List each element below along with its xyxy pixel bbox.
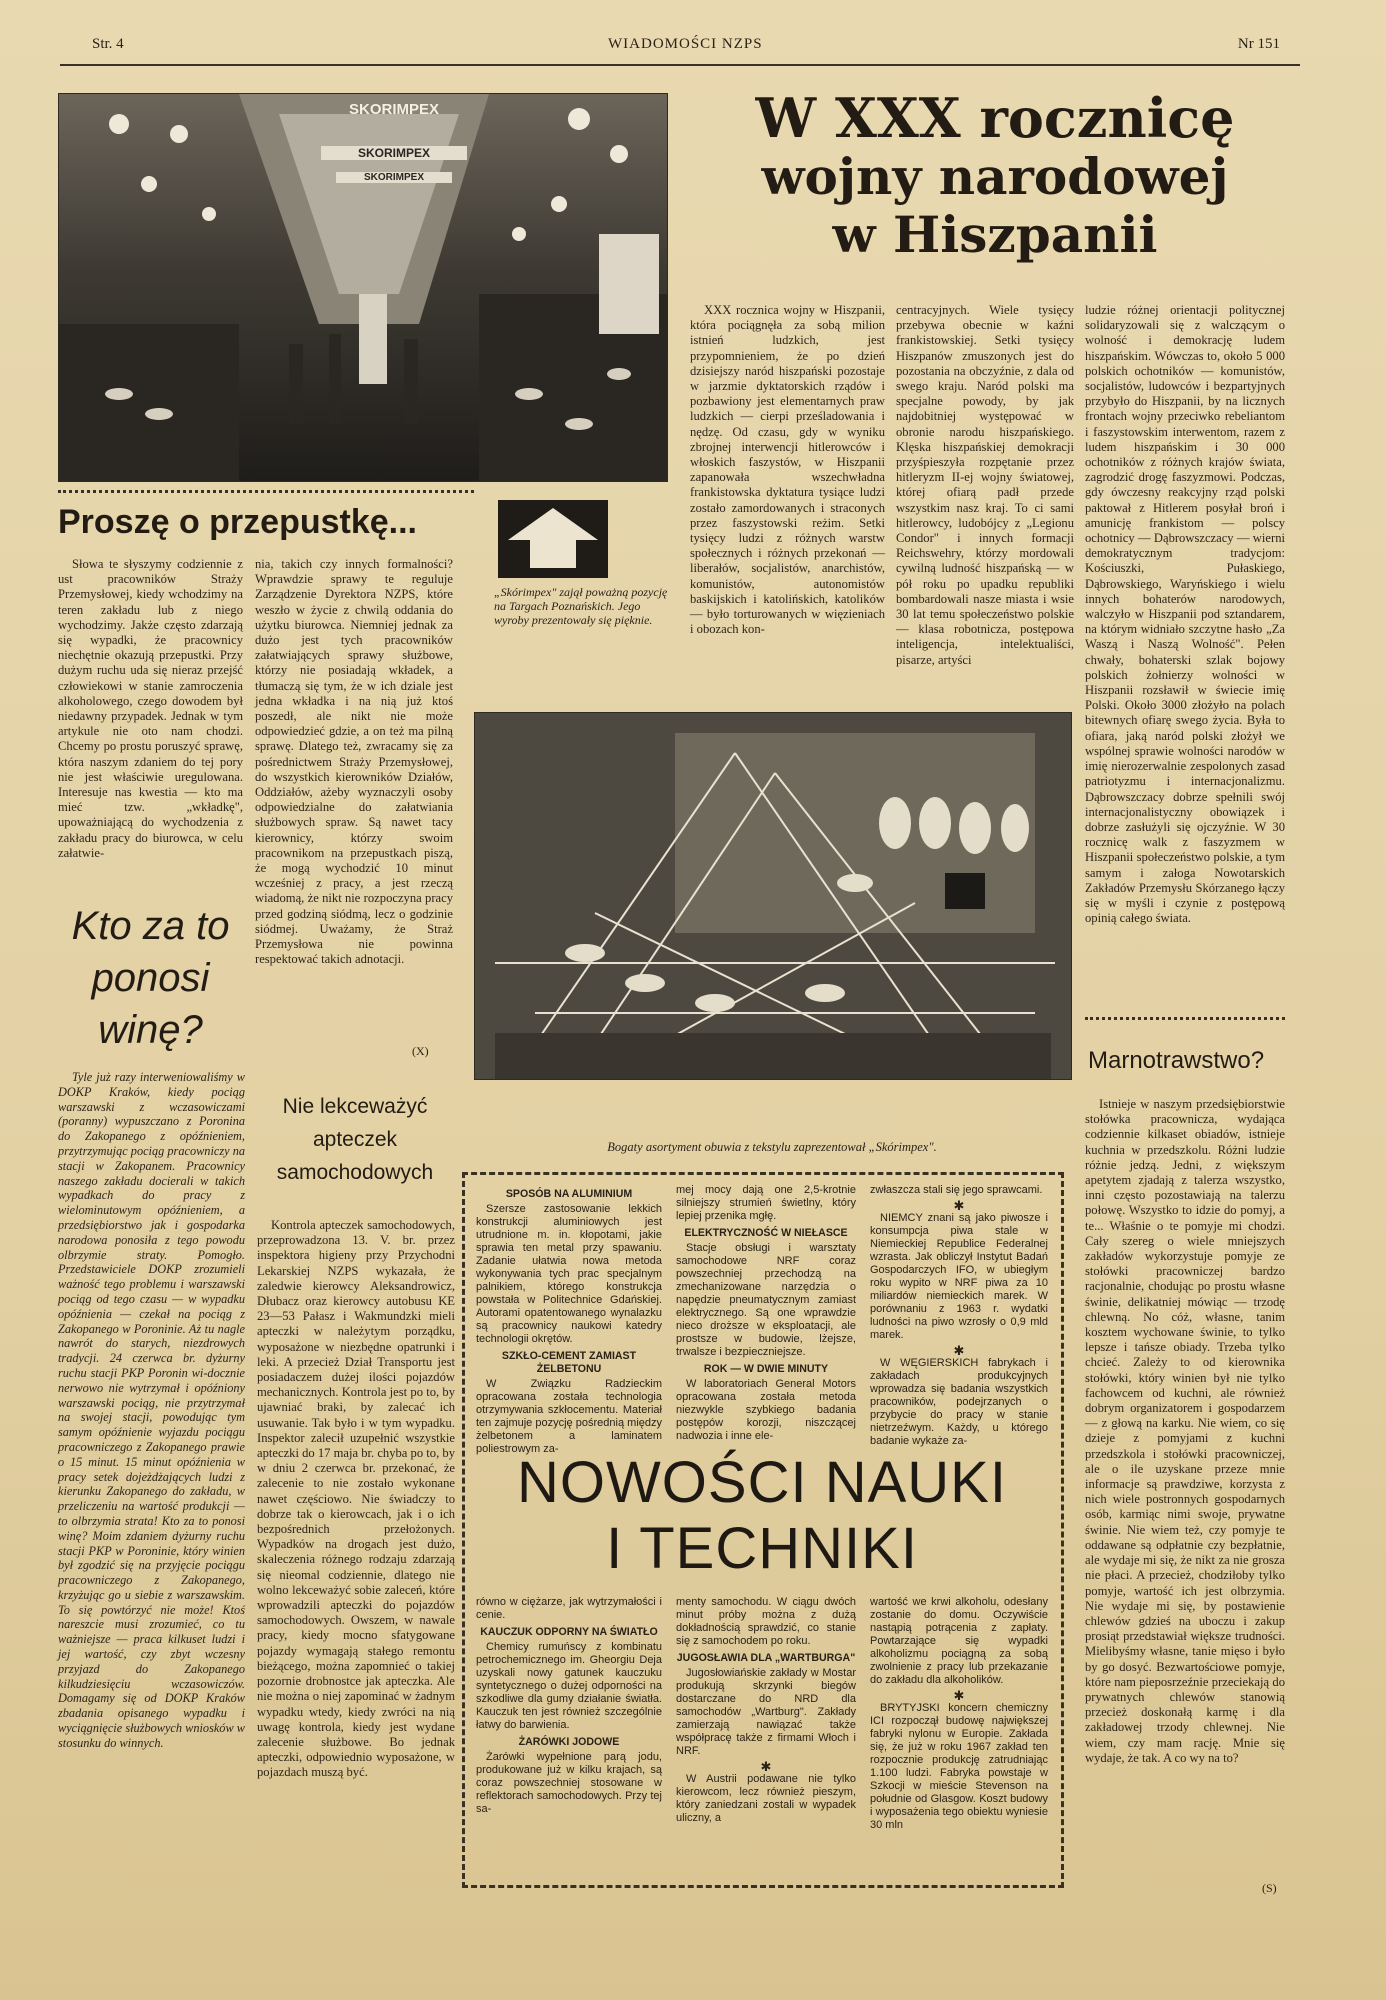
kto-title-line-1: Kto za to: [71, 904, 230, 948]
apteczek-body: [257, 1218, 455, 1875]
przepustka-text-2: nia, takich czy innych formalności? Wprawdzie sprawy te reguluje Zarządzenie Dyrektora NZPS, które weszło w życie z chwilą oddania do użytku biurowca. Niemniej jednak za dużo jest tych pracowników załatwiających sprawy służbowe, którzy nie posiadają wkładek, a tłumaczą się tym, że w ich dziale jest jedna wkładka i na nią już ktoś poszedł, ale nikt nie może odpowiedzieć gdzie, a on też ma pilną sprawę. Dlatego też, zwracamy się za pośrednictwem Straży Przemysłowej, do wszystkich kierowników Działów, Oddziałów, ażeby wyznaczyli osoby odpowiedzialne do załatwiania służbowych spraw. Są nawet tacy kierownicy, którzy swoim pracownikom na przepustkach piszą, że mogą wychodzić 10 minut wcześniej z pracy, a jest rzeczą wiadomą, że nikt nie rozpoczyna pracy przed godziną siódmą, lecz o godzinie siódmej. Uważamy, że Straż Przemysłowa nie powinna respektować takich adnotacji.: [255, 557, 453, 967]
kto-body: [58, 1070, 245, 1870]
marnotrawstwo-title: Marnotrawstwo?: [1088, 1047, 1265, 1074]
nowosci-heading: ŻARÓWKI JODOWE: [518, 1736, 620, 1748]
separator-star: ✱: [953, 1343, 965, 1358]
nowosci-item: W WĘGIERSKICH fabrykach i zakładach produkcyjnych wprowadza się badania wszystkich pracowników, podejrzanych o przybycie do pracy w stanie nietrzeźwym. Każdy, u którego badanie wykaże za-: [870, 1357, 1048, 1447]
arrow-caption: „Skórimpex" zajął poważną pozycję na Targach Poznańskich. Jego wyroby prezentowały się pięknie.: [494, 585, 668, 627]
nowosci-title: [476, 1450, 1048, 1582]
nowosci-heading: ROK — W DWIE MINUTY: [703, 1363, 829, 1375]
nowosci-top-col-1: [476, 1184, 662, 1455]
apteczek-title-line-1: Nie lekceważyć: [282, 1095, 428, 1118]
paper-name: WIADOMOŚCI NZPS: [608, 36, 763, 52]
nowosci-bottom-col-2: [676, 1596, 856, 1874]
sign-1: SKORIMPEX: [348, 101, 439, 118]
hiszpania-title-line-3: w Hiszpanii: [832, 205, 1158, 264]
marnotrawstwo-text: Istnieje w naszym przedsiębiorstwie stołówka pracownicza, wydająca codziennie kilkaset obiadów, istnieje kuchnia w przedszkolu. Różni ludzie różnie jedzą. Jedni, z większym apetytem zjadają z talerza wszystko, inni często pozostawiają na talerzu połowę. Wszystko to idzie do pomyj, a te... Właśnie o te pomyje mi chodzi. Cały szereg o wiele mniejszych zakładów wykorzystuje pomyje ze stołówki pracowniczej bardzo racjonalnie, chodując po prostu własne świnie, delikatniej mówiąc — trzodę chlewną. No cóż, własne, tanim kosztem wychowane świnie, to tylko lepsze i tańsze obiady. Trzeba tylko chcieć. Zależy to od kierownika stołówki, który winien był nie tylko fachowcem od kuchni, ale również dobrym organizatorem i gospodarzem — z głową na karku. Nie wiem, co się dzieje z pomyjami z kuchni przedszkola i stołówki pracowniczej, ale o ile uzyskane przeze mnie informacje są prawdziwe, korzysta z nich wiele postronnych gospodarnych osób, karmiąc nimi swoje, prywatne świnie. Nie wiem też, czy pomyje te oddawane są odpłatnie czy bezpłatnie, ale wydaje mi się, że nikt za nie grosza nie płaci. A przecież, chodziłoby tylko pomyje, wartość ich jest olbrzymia. Nie wydaje mi się, by postawienie chlewów gdzieś na uboczu i zakup prosiąt przedstawiał większe trudności. Mielibyśmy własne, tanie mięso i było by go dosyć. Bezwartościowe pomyje, które nam pieposrzeźnie przeciekają do prywatnych chlewów stanowią przecież doskonałą karmę i dla zakładowej trzody chlewnej. Nie wiem, czy mam rację. Mnie się wydaje, że tak. A co wy na to?: [1085, 1097, 1285, 1765]
nowosci-item: NIEMCY znani są jako piwosze i konsumpcja piwa stale w Niemieckiej Republice Federalnej wzrasta. Jak obliczył Instytut Badań Gospodarczych IFO, w ubiegłym roku wypito w NRF piwa za 10 miliardów niemieckich marek. W porównaniu z 1963 r. wydatki ludności na piwo wzrosły o 0,9 mld marek.: [870, 1212, 1048, 1341]
sign-3: SKORIMPEX: [336, 172, 452, 183]
hiszpania-col-3: [1085, 303, 1285, 1008]
nowosci-item: menty samochodu. W ciągu dwóch minut próby można z dużą dokładnością sprawdzić, co stanie się z samochodem po roku.: [676, 1596, 856, 1647]
arrow-graphic: [498, 500, 608, 578]
separator-star: ✱: [760, 1759, 772, 1774]
apteczek-title: [255, 1090, 455, 1189]
arrow-spacer: [618, 495, 668, 515]
przepustka-text-1: Słowa te słyszymy codziennie z ust pracowników Straży Przemysłowej, kiedy wchodzimy na teren zakładu lub z niego wychodzimy. Jakże często zdarzają się wypadki, że pracownicy niechętnie okazują przepustki. Przy dużym ruchu uda się nieraz przejść człowiekowi w stanie zamroczenia alkoholowego, czego dowodem był niedawny przypadek. Jednak w tym artykule nie oto nam chodzi. Chcemy po prostu poruszyć sprawę, która naszym zdaniem do tej pory nie jest właściwie uregulowana. Interesuje nas kwestia — kto ma mieć tzw. „wkładkę", upoważniającą do wychodzenia z zakładu pracy do biurowca, w celu załatwie-: [58, 557, 243, 860]
marnotrawstwo-body: [1085, 1097, 1285, 1879]
nowosci-item: W laboratoriach General Motors opracowana została metoda niezwykle szybkiego badania postępów korozji, niszczącej nadwozia i inne ele-: [676, 1378, 856, 1442]
hiszpania-title: [690, 88, 1300, 264]
nowosci-top-col-3: [870, 1184, 1048, 1447]
hiszpania-title-line-2: wojny narodowej: [761, 147, 1229, 206]
shoe-display-photo: [474, 712, 1072, 1080]
nowosci-item: Stacje obsługi i warsztaty samochodowe NRF coraz powszechniej przechodzą na zmechanizowane narzędzia o napędzie pneumatycznym zamiast elektrycznego. Są one wprawdzie nieco droższe w eksploatacji, ale prostsze w budowie, lżejsze, trwalsze i bezpieczniejsze.: [676, 1242, 856, 1358]
przepustka-sign: (X): [412, 1044, 429, 1058]
hiszpania-title-line-1: W XXX rocznicę: [755, 86, 1235, 150]
skorimpex-hall-photo: [58, 93, 668, 482]
nowosci-heading: JUGOSŁAWIA DLA „WARTBURGA": [676, 1652, 856, 1664]
issue-number: Nr 151: [1237, 36, 1280, 52]
apteczek-text: Kontrola apteczek samochodowych, przeprowadzona 13. V. br. przez inspektora higieny przy Przychodni Lekarskiej NZPS wykazała, że zaledwie kierowcy Aleksandrowicz, Dłubacz oraz kierowcy autobusu KE 23—53 Pałasz i Wakmundzki mieli apteczki w należytym porządku, wyposażone w niezbędne opatrunki i leki. A przecież Dział Transportu jest posiadaczem dużej ilości pojazdów mechanicznych. Kontrola jest po to, by ujawniać braki, by zalecać ich usuwanie. Tak było i w tym wypadku. Inspektor zalecił uzupełnić wszystkie apteczki do 17 maja br. chyba po to, by w dniu 2 czerwca br. przekonać, że zalecenie to nie zostało wykonane nawet częściowo. Nie świadczy to dobrze tak o kierowcach, jak i o ich bezpośrednich przełożonych. Wypadków na drogach jest dużo, skaleczenia różnego rodzaju zdarzają się nieomal codziennie, dlatego nie wolno lekceważyć sobie zaleceń, które wprowadzili apteczki do pojazdów samochodowych. Owszem, w nawale pracy, kiedy mocno sfatygowane pojazdy wymagają stałego remontu bieżącego, można zapomnieć o takiej pozornie drobnostce jak apteczka. Ale nie można o niej zapominać w żadnym wypadku wtedy, kiedy zwróci na nią uwagę kontrola, kiedy jest wydane zalecenie służbowe. Bo jednak apteczki, odpowiednio wyposażone, w pojazdach muszą być.: [257, 1218, 455, 1780]
przepustka-col-1: [58, 557, 243, 877]
apteczek-title-line-3: samochodowych: [276, 1161, 434, 1184]
nowosci-top-col-2: [676, 1184, 856, 1442]
marnotrawstwo-sign: (S): [1262, 1881, 1277, 1895]
nowosci-bottom-col-1: [476, 1596, 662, 1874]
page-number: Str. 4: [92, 36, 124, 52]
nowosci-heading: SZKŁO-CEMENT ZAMIAST ŻELBETONU: [501, 1350, 637, 1375]
nowosci-item: Jugosłowiańskie zakłady w Mostar produkują skrzynki biegów dostarczane do NRD dla samochodów „Wartburg". Zakłady zamierzają nawiązać także współpracę także z firmami Włoch i NRF.: [676, 1667, 856, 1757]
hiszpania-col-2: [896, 303, 1074, 667]
nowosci-heading: KAUCZUK ODPORNY NA ŚWIATŁO: [480, 1626, 658, 1638]
hiszpania-text-3: ludzie różnej orientacji politycznej solidaryzowali się z walczącym o wolność i demokrację ludem hiszpańskim. Wówczas to, około 5 000 polskich ochotników — komunistów, socjalistów, ludowców i bezpartyjnych przybyło do Hiszpanii, by na licznych frontach wojny przeciwko rebeliantom i faszystowskim interwentom, razem z ludem hiszpańskim i 30 000 ochotników z różnych krajów świata, zagrodzić drogę faszyzmowi. Podczas, gdy ówczesny reakcyjny rząd polski paktował z Hitlerem posyłał broń i amunicję frankistom — polscy ochotnicy — Dąbrowszczacy — wierni demokratycznym tradycjom: Kościuszki, Pułaskiego, Dąbrowskiego, Waryńskiego i wielu innych bohaterów narodowych, walczyło w Hiszpanii pod sztandarem, na którym widniało szczytne hasło „Za Waszą i Naszą Wolność". Pełen chwały, bohaterski szlak bojowy polskich żołnierzy wolności w Hiszpanii rozsławił w świecie imię Polski. Około 3000 złożyło na polach bitewnych ofiarę swego życia. Była to ofiara, jaką naród polski złożył we wspólnej sprawie wolności narodów w imię nierozerwalnie zespolonych zasad patriotyzmu i internacjonalizmu. Dąbrowszczacy dobrze spełnili swój internacjonalistyczny obowiązek i dobrze zasłużyli się ojczyźnie. W 30 rocznicę walk z faszyzmem w Hiszpanii społeczeństwo polskie, a tym samym i załoga Nowotarskich Zakładów Przemysłu Skórzanego łączy się w myśli i czynie z postępową opinią całego świata.: [1085, 303, 1285, 926]
nowosci-title-line-2: I TECHNIKI: [606, 1516, 918, 1581]
page-header: [60, 30, 1300, 66]
nowosci-item: Chemicy rumuńscy z kombinatu petrochemicznego im. Gheorgiu Deja uzyskali nowy gatunek kauczuku syntetycznego o dużej odporności na szkodliwe dla gumy działanie światła. Kauczuk ten jest również szczególnie łatwy do barwienia.: [476, 1641, 662, 1731]
shoe-photo-graphic: [475, 713, 1071, 1079]
nowosci-item: BRYTYJSKI koncern chemiczny ICI rozpoczął budowę największej fabryki nylonu w Europie. Zakłada się, że już w roku 1967 zakład ten rozpocznie produkcję zatrudniając 1.100 ludzi. Fabryka powstaje w Szkocji w mieście Stevenson na południe od Glasgow. Koszt budowy i wyposażenia tego obiektu wyniesie 30 mln: [870, 1702, 1048, 1831]
przepustka-col-2: [255, 557, 453, 1043]
up-arrow-icon: [498, 500, 608, 578]
separator-star: ✱: [953, 1688, 965, 1703]
divider-right: [1085, 1017, 1285, 1020]
divider-top-left: [58, 490, 474, 493]
nowosci-title-line-1: NOWOŚCI NAUKI: [517, 1450, 1007, 1515]
nowosci-item: wartość we krwi alkoholu, odesłany zostanie do domu. Oczywiście nastąpią potrącenia z zapłaty. Powtarzające się wypadki alkoholizmu pociągną za sobą zwolnienie z pracy lub przekazanie do zakładu dla alkoholików.: [870, 1596, 1048, 1686]
przepustka-title: Proszę o przepustkę...: [58, 503, 417, 541]
nowosci-bottom-col-3: [870, 1596, 1048, 1874]
nowosci-item: mej mocy dają one 2,5-krotnie silniejszy strumień świetlny, który lepiej przenika mgłę.: [676, 1184, 856, 1222]
hiszpania-text-2: centracyjnych. Wiele tysięcy przebywa obecnie w kaźni frankistowskiej. Setki tysięcy Hiszpanów zmuszonych jest do pozostania na obczyźnie, z dala od swego kraju. Naród polski ma specjalne powody, by jak najdobitniej występować w obronie narodu hiszpańskiego. Klęska hiszpańskiej demokracji przyśpieszyła rozpętanie przez hitleryzm II-ej wojny światowej, której ofiarą padł przede wszystkim nasz kraj. To ci sami hitlerowcy, ludobójcy z „Legionu Condor" i innych formacji Reichswehry, którzy mordowali cywilną ludność hiszpańską — w pół roku po upadku republiki bombardowali nasze miasta i wsie 30 lat temu społeczeństwo polskie — klasa robotnicza, postępowa inteligencja, intelektualiści, pisarze, artyści: [896, 303, 1074, 667]
hiszpania-text-1: XXX rocznica wojny w Hiszpanii, która pociągnęła za sobą milion istnień ludzkich, jest przypomnieniem, że po dzień dzisiejszy naród hiszpański pozostaje w jarzmie dyktatorskich rządów i pozbawiony jest elementarnych praw ludzkich — cierpi prześladowania i nędzę. Od czasu, gdy w wyniku zbrojnej interwencji hitlerowców i włoskich faszystów, w Hiszpanii zapanowała wszechwładna frankistowska dyktatura tysiące ludzi zostało zamordowanych i straconych przez faszystowski reżim. Setki tysięcy ludzi z różnych warstw społecznych i różnych przekonań — liberałów, socjalistów, anarchistów, komunistów, autonomistów baskijskich i katolińskich, katolików — było torturowanych w więzieniach i obozach kon-: [690, 303, 885, 637]
nowosci-item: zwłaszcza stali się jego sprawcami.: [870, 1184, 1043, 1196]
separator-star: ✱: [953, 1198, 965, 1213]
kto-title: [58, 900, 243, 1056]
kto-title-line-2: ponosi: [91, 956, 210, 1000]
nowosci-heading: SPOSÓB NA ALUMINIUM: [505, 1188, 633, 1200]
hiszpania-col-1: [690, 303, 885, 656]
sign-2: SKORIMPEX: [321, 146, 467, 160]
nowosci-item: Szersze zastosowanie lekkich konstrukcji aluminiowych jest utrudnione m. in. kłopotami, jakie sprawia ten metal przy spawaniu. Zadanie ułatwia nowa metoda wykonywania tych prac specjalnym palnikiem, którego konstrukcja powstała w Politechnice Gdańskiej. Autorami opatentowanego wynalazku są pracownicy naukowi katedry technologii okrętów.: [476, 1203, 662, 1345]
nowosci-item: równo w ciężarze, jak wytrzymałości i cenie.: [476, 1596, 662, 1621]
kto-text: Tyle już razy interweniowaliśmy w DOKP Kraków, kiedy pociąg warszawski z wczasowiczami (poranny) wypuszczano z Poronina do Zakopanego z opóźnieniem, przytrzymując pociąg pracowniczy na stacji w Zakopanem. Pracownicy naszego zakładu docierali w takich wypadkach do pracy z wielominutowym opóźnieniem, a przedsiębiorstwo jak i gospodarka narodowa ponosiła z tego powodu olbrzymie straty. Pomogło. Przedstawiciele DOKP zrozumieli ważność tego problemu i warszawski pociąg od tego czasu — w wypadku opóźnienia — czekał na pociąg z Zakopanego w Poroninie. Aż tu nagle nawrót do starych, niezdrowych tradycji. 24 czerwca br. dyżurny ruchu stacji PKP Poronin wi-docznie nerwowo nie wytrzymał i opóźniony warszawski pociąg, nie przytrzymał na swojej stacji, powodując tym samym opóźnienie wyjazdu pociągu pracowniczego z Zakopanego prawie o 15 minut. 15 minut opóźnienia w pracy setek dojeżdżających ludzi z kierunku Zakopanego do zakładu, w przeliczeniu na wartość produkcji — to olbrzymia strata! Kto za to ponosi winę? Moim zdaniem dyżurny ruchu stacji PKP w Poroninie, który winien był zgodzić się na przyjęcie pociągu pracowniczego z Zakopanego, krzyżując go u siebie z warszawskim. To się powtórzyć nie może! Ktoś nareszcie musi zrozumieć, co tu ważniejsze — praca kilkuset ludzi i jej wartość, czy zbyt wczesny przyjazd do Zakopanego kilkudziesięciu wczasowiczów. Domagamy się od DOKP Kraków zbadania opisanego wypadku i wyciągnięcie służbowych wniosków w stosunku do winnych.: [58, 1070, 245, 1750]
nowosci-item: W Austrii podawane nie tylko kierowcom, lecz również pieszym, który zaniedzani zostali w wypadek uliczny, a: [676, 1773, 856, 1824]
nowosci-heading: ELEKTRYCZNOŚĆ W NIEŁASCE: [684, 1227, 848, 1239]
apteczek-title-line-2: apteczek: [312, 1128, 398, 1151]
kto-title-line-3: winę?: [98, 1008, 203, 1052]
nowosci-item: W Związku Radzieckim opracowana została technologia otrzymywania szkłocementu. Materiał ten zajmuje pozycję pośrednią między żelbetonem a laminatem poliestrowym za-: [476, 1378, 662, 1455]
nowosci-item: Żarówki wypełnione parą jodu, produkowane już w kilku krajach, są coraz powszechniej stosowane w reflektorach samochodowych. Przy tej sa-: [476, 1751, 662, 1815]
shoe-photo-caption: Bogaty asortyment obuwia z tekstylu zaprezentował „Skórimpex".: [607, 1140, 937, 1154]
